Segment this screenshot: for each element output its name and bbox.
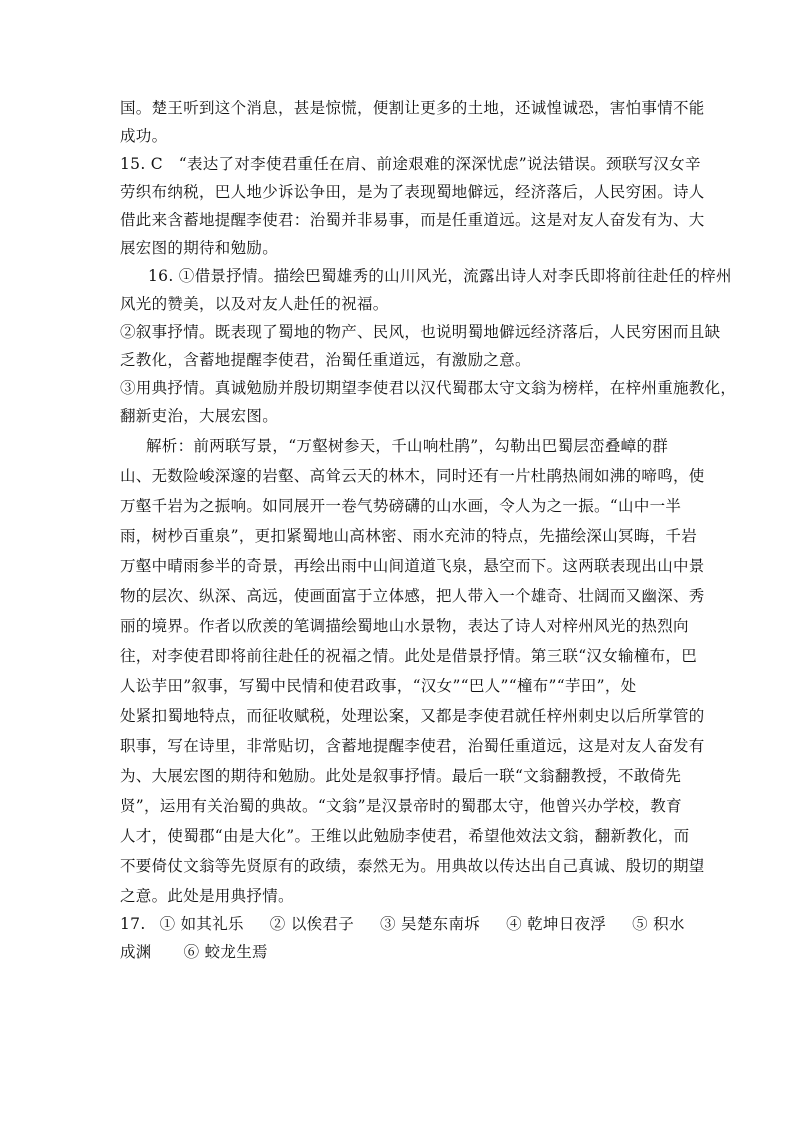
text-line: 之意。此处是用典抒情。 xyxy=(120,887,294,905)
text-line: 雨，树杪百重泉”，更扣紧蜀地山高林密、雨水充沛的特点，先描绘深山冥晦，千岩 xyxy=(120,527,698,545)
answer-17-number: 17. xyxy=(120,915,146,933)
text-line: 物的层次、纵深、高远，使画面富于立体感，把人带入一个雄奇、壮阔而又幽深、秀 xyxy=(120,587,705,605)
answer-15-line: 15. C “表达了对李使君重任在肩、前途艰难的深深忧虑”说法错误。颈联写汉女辛 xyxy=(120,155,701,173)
text-line: 职事，写在诗里，非常贴切，含蓄地提醒李使君，治蜀任重道远，这是对友人奋发有 xyxy=(120,737,705,755)
text-line: 处紧扣蜀地特点，而征收赋税，处理讼案，又都是李使君就任梓州刺史以后所掌管的 xyxy=(120,707,705,725)
text-line: 贤”，运用有关治蜀的典故。“文翁”是汉景帝时的蜀郡太守，他曾兴办学校，教育 xyxy=(120,797,682,815)
analysis-start-line: 解析：前两联写景，“万壑树参天，千山响杜鹃”，勾勒出巴蜀层峦叠嶂的群 xyxy=(146,437,669,455)
text-line: 为、大展宏图的期待和勉励。此处是叙事抒情。最后一联“文翁翻教授，不敢倚先 xyxy=(120,767,682,785)
text-line: 丽的境界。作者以欣羡的笔调描绘蜀地山水景物，表达了诗人对梓州风光的热烈向 xyxy=(120,617,689,635)
answer-17-item: ⑥ 蛟龙生焉 xyxy=(183,943,268,961)
text-line: 万壑千岩为之振响。如同展开一卷气势磅礴的山水画，令人为之一振。“山中一半 xyxy=(120,497,682,515)
answer-17-item: ① 如其礼乐 xyxy=(159,915,244,933)
text-line: 乏教化，含蓄地提醒李使君，治蜀任重道远，有激励之意。 xyxy=(120,351,531,369)
text-line: 国。楚王听到这个消息，甚是惊慌，便割让更多的土地，还诚惶诚恐，害怕事情不能 xyxy=(120,99,705,117)
text-line: 翻新吏治，大展宏图。 xyxy=(120,407,279,425)
text-line: 展宏图的期待和勉励。 xyxy=(120,239,279,257)
text-line: 万壑中晴雨参半的奇景，再绘出雨中山间道道飞泉，悬空而下。这两联表现出山中景 xyxy=(120,557,705,575)
text-line: 山、无数险峻深邃的岩壑、高耸云天的林木，同时还有一片杜鹃热闹如沸的啼鸣，使 xyxy=(120,467,705,485)
text-line: 往，对李使君即将前往赴任的祝福之情。此处是借景抒情。第三联“汉女输橦布，巴 xyxy=(120,647,698,665)
text-line: 人才，使蜀郡“由是大化”。王维以此勉励李使君，希望他效法文翁，翻新教化，而 xyxy=(120,827,690,845)
text-line: 借此来含蓄地提醒李使君：治蜀并非易事，而是任重道远。这是对友人奋发有为、大 xyxy=(120,211,705,229)
answer-17-item: ② 以俟君子 xyxy=(269,915,355,933)
text-line: 不要倚仗文翁等先贤原有的政绩，泰然无为。用典故以传达出自己真诚、殷切的期望 xyxy=(120,857,705,875)
answer-17-item: ④ 乾坤日夜浮 xyxy=(506,915,607,933)
text-line: 劳织布纳税，巴人地少诉讼争田，是为了表现蜀地僻远，经济落后，人民穷困。诗人 xyxy=(120,183,705,201)
answer-17-item-cont: 成渊 xyxy=(120,943,152,961)
text-line: ②叙事抒情。既表现了蜀地的物产、民风，也说明蜀地僻远经济落后，人民穷困而且缺 xyxy=(120,323,721,341)
text-line: 风光的赞美，以及对友人赴任的祝福。 xyxy=(120,295,389,313)
answer-16-line: 16. ①借景抒情。描绘巴蜀雄秀的山川风光，流露出诗人对李氏即将前往赴任的梓州 xyxy=(148,267,732,285)
text-line: ③用典抒情。真诚勉励并殷切期望李使君以汉代蜀郡太守文翁为榜样，在梓州重施教化， xyxy=(120,379,737,397)
answer-17-line xyxy=(120,912,685,936)
answer-17-line-2 xyxy=(120,940,294,964)
answer-17-item: ③ 吴楚东南坼 xyxy=(380,915,481,933)
text-line: 成功。 xyxy=(120,127,168,145)
text-line: 人讼芋田”叙事，写蜀中民情和使君政事，“汉女”“巴人”“橦布”“芋田”，处 xyxy=(120,677,637,695)
answer-17-item: ⑤ 积水 xyxy=(632,915,685,933)
